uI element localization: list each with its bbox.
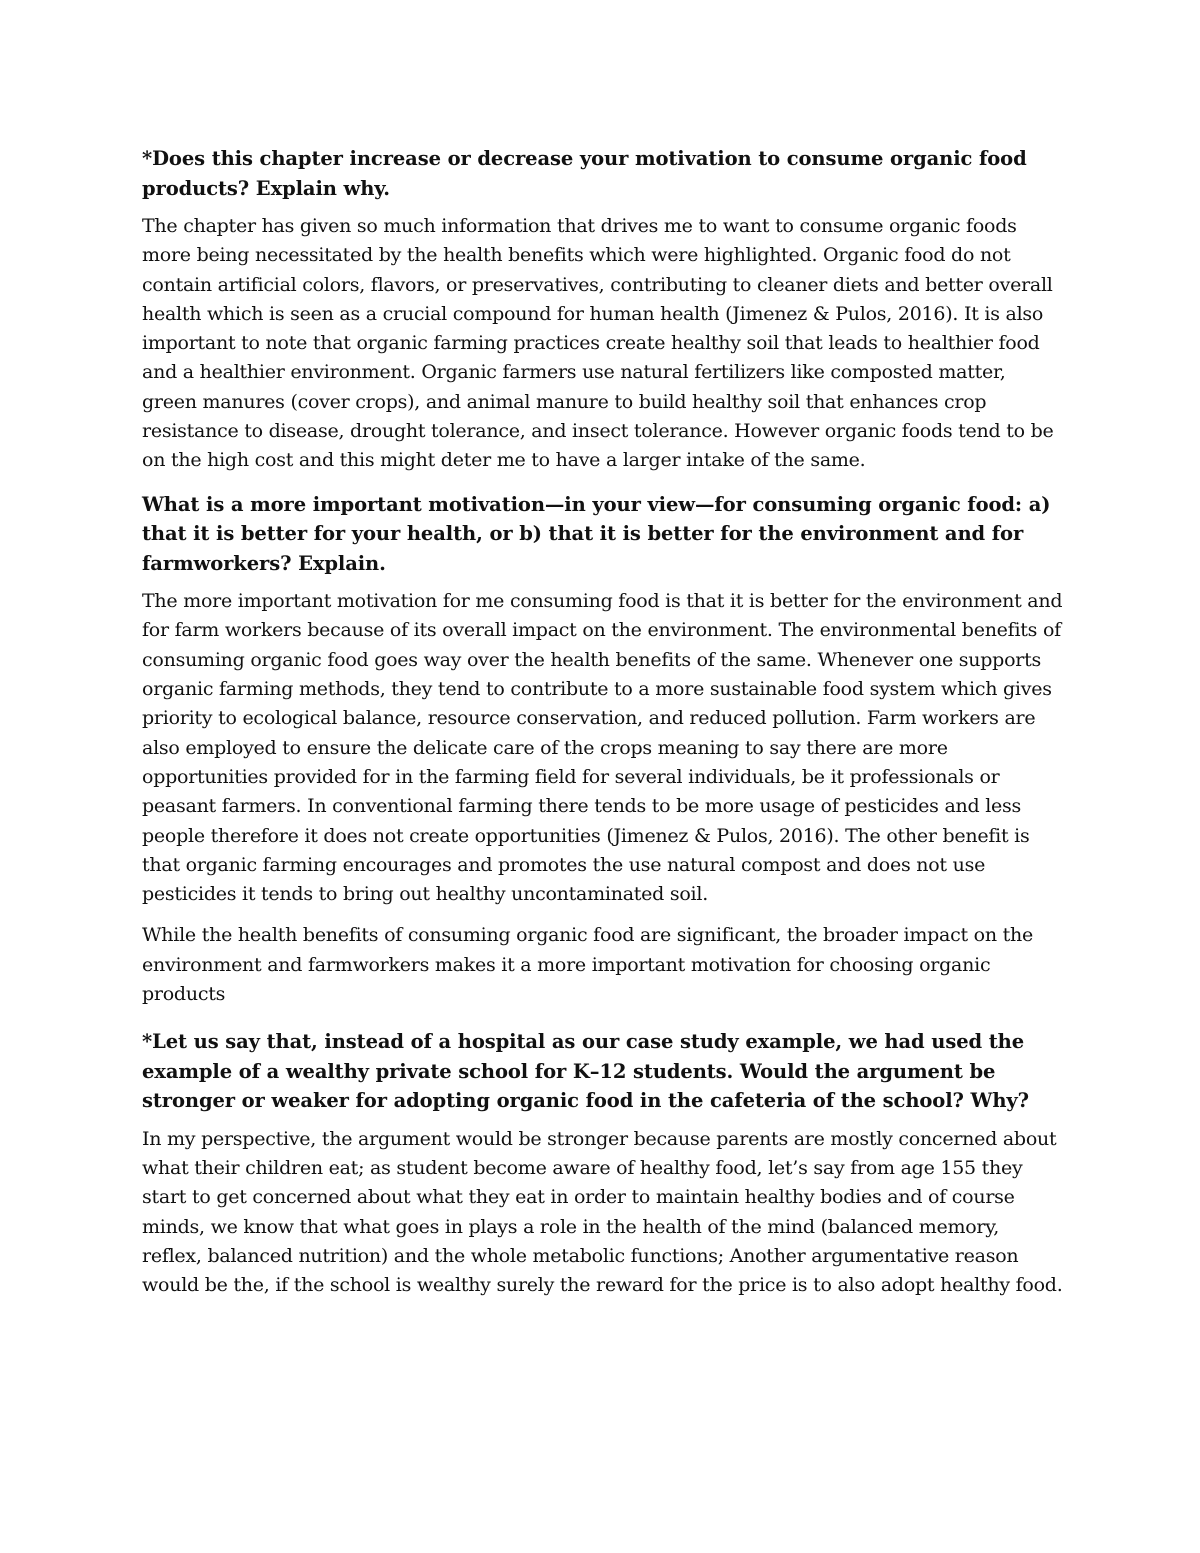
answer-3-paragraph: In my perspective, the argument would be stronger because parents are mostly concerned about what their children eat; as student become aware of healthy food, let’s say from age 155 they start to get concerned about what they eat in order to maintain healthy bodies and of course minds, we know that what goes in plays a role in the health of the mind (balanced memory, reflex, balanced nutrition) and the whole metabolic functions; Another argumentative reason would be the, if the school is wealthy surely the reward for the price is to also adopt healthy food.: [142, 1127, 1063, 1297]
question-3-heading: *Let us say that, instead of a hospital as our case study example, we had used the example of a wealthy private school for K–12 students. Would the argument be stronger or weaker for adopting organic food in the cafeteria of the school? Why?: [142, 1030, 1029, 1113]
answer-2-conclusion-paragraph: While the health benefits of consuming organic food are significant, the broader impact on the environment and farmworkers makes it a more important motivation for choosing organic products: [142, 924, 1033, 1006]
answer-2-paragraph: The more important motivation for me consuming food is that it is better for the environment and for farm workers because of its overall impact on the environment. The environmental benefits of consuming organic food goes way over the health benefits of the same. Whenever one supports organic farming methods, they tend to contribute to a more sustainable food system which gives priority to ecological balance, resource conservation, and reduced pollution. Farm workers are also employed to ensure the delicate care of the crops meaning to say there are more opportunities provided for in the farming field for several individuals, be it professionals or peasant farmers. In conventional farming there tends to be more usage of pesticides and less people therefore it does not create opportunities (Jimenez & Pulos, 2016). The other benefit is that organic farming encourages and promotes the use natural compost and does not use pesticides it tends to bring out healthy uncontaminated soil.: [142, 590, 1063, 906]
answer-1-paragraph: The chapter has given so much information that drives me to want to consume organic foods more being necessitated by the health benefits which were highlighted. Organic food do not contain artificial colors, flavors, or preservatives, contributing to cleaner diets and better overall health which is seen as a crucial compound for human health (Jimenez & Pulos, 2016). It is also important to note that organic farming practices create healthy soil that leads to healthier food and a healthier environment. Organic farmers use natural fertilizers like composted matter, green manures (cover crops), and animal manure to build healthy soil that enhances crop resistance to disease, drought tolerance, and insect tolerance. However organic foods tend to be on the high cost and this might deter me to have a larger intake of the same.: [142, 215, 1054, 472]
question-1-heading: *Does this chapter increase or decrease your motivation to consume organic food products? Explain why.: [142, 147, 1027, 200]
question-2-heading: What is a more important motivation—in your view—for consuming organic food: a) that it is better for your health, or b) that it is better for the environment and for farmworkers? Explain.: [142, 492, 1051, 575]
